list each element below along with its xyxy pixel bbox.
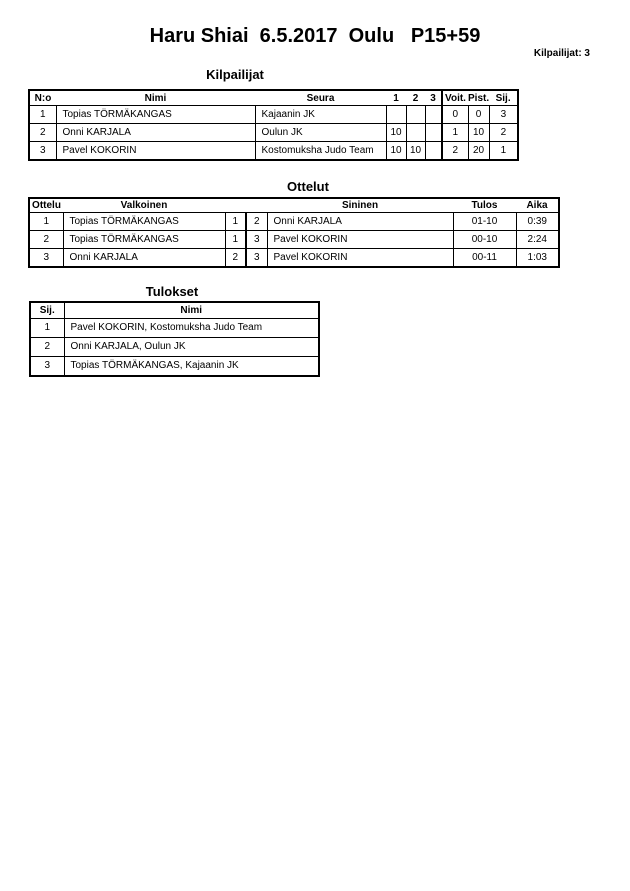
round2-score <box>406 124 425 142</box>
section-heading-competitors: Kilpailijat <box>206 67 264 82</box>
wins-value: 1 <box>442 124 468 142</box>
round1-score: 10 <box>386 124 406 142</box>
col-header-round3: 3 <box>425 90 442 106</box>
round2-score <box>406 106 425 124</box>
round2-score: 10 <box>406 142 425 161</box>
col-header-club: Seura <box>255 90 386 106</box>
col-header-blue-no <box>246 198 267 213</box>
white-player-number: 1 <box>225 231 246 249</box>
col-header-name: Nimi <box>56 90 255 106</box>
white-player-number: 1 <box>225 213 246 231</box>
matches-header-row <box>29 198 559 213</box>
col-header-time: Aika <box>516 198 559 213</box>
table-row <box>29 124 518 142</box>
blue-player-name: Pavel KOKORIN <box>267 249 453 268</box>
result-place: 2 <box>30 338 64 357</box>
round1-score <box>386 106 406 124</box>
table-row <box>29 213 559 231</box>
white-player-number: 2 <box>225 249 246 268</box>
blue-player-number: 3 <box>246 249 267 268</box>
table-row <box>29 106 518 124</box>
wins-value: 0 <box>442 106 468 124</box>
table-row <box>30 319 319 338</box>
competitor-club: Oulun JK <box>255 124 386 142</box>
col-header-round2: 2 <box>406 90 425 106</box>
col-header-points: Pist. <box>468 90 489 106</box>
col-header-place: Sij. <box>30 302 64 319</box>
competitor-club: Kostomuksha Judo Team <box>255 142 386 161</box>
blue-player-name: Pavel KOKORIN <box>267 231 453 249</box>
col-header-name: Nimi <box>64 302 319 319</box>
col-header-place: Sij. <box>489 90 518 106</box>
col-header-white-no <box>225 198 246 213</box>
col-header-wins: Voit. <box>442 90 468 106</box>
page-title: Haru Shiai 6.5.2017 Oulu P15+59 <box>149 25 481 47</box>
result-place: 3 <box>30 357 64 377</box>
white-player-name: Topias TÖRMÄKANGAS <box>63 213 225 231</box>
competitors-header-row <box>29 90 518 106</box>
match-result: 00-10 <box>453 231 516 249</box>
col-header-no: N:o <box>29 90 56 106</box>
result-name: Topias TÖRMÄKANGAS, Kajaanin JK <box>64 357 319 377</box>
competitors-count: Kilpailijat: 3 <box>533 48 590 59</box>
section-heading-results: Tulokset <box>145 284 199 299</box>
section-heading-matches: Ottelut <box>287 179 329 194</box>
match-number: 1 <box>29 213 63 231</box>
white-player-name: Onni KARJALA <box>63 249 225 268</box>
col-header-round1: 1 <box>386 90 406 106</box>
results-table <box>29 301 320 377</box>
points-value: 0 <box>468 106 489 124</box>
round3-score <box>425 124 442 142</box>
competitor-club: Kajaanin JK <box>255 106 386 124</box>
points-value: 20 <box>468 142 489 161</box>
result-name: Onni KARJALA, Oulun JK <box>64 338 319 357</box>
table-row <box>30 338 319 357</box>
place-value: 1 <box>489 142 518 161</box>
round1-score: 10 <box>386 142 406 161</box>
match-result: 00-11 <box>453 249 516 268</box>
points-value: 10 <box>468 124 489 142</box>
matches-table <box>28 197 560 268</box>
competitor-name: Topias TÖRMÄKANGAS <box>56 106 255 124</box>
competitors-table <box>28 89 519 161</box>
col-header-match-no: Ottelu <box>29 198 63 213</box>
match-number: 3 <box>29 249 63 268</box>
col-header-result: Tulos <box>453 198 516 213</box>
table-row <box>29 249 559 268</box>
competitor-number: 3 <box>29 142 56 161</box>
match-time: 2:24 <box>516 231 559 249</box>
match-number: 2 <box>29 231 63 249</box>
place-value: 3 <box>489 106 518 124</box>
wins-value: 2 <box>442 142 468 161</box>
table-row <box>29 231 559 249</box>
white-player-name: Topias TÖRMÄKANGAS <box>63 231 225 249</box>
competitor-number: 2 <box>29 124 56 142</box>
blue-player-number: 2 <box>246 213 267 231</box>
col-header-white: Valkoinen <box>63 198 225 213</box>
match-result: 01-10 <box>453 213 516 231</box>
results-header-row <box>30 302 319 319</box>
round3-score <box>425 106 442 124</box>
blue-player-number: 3 <box>246 231 267 249</box>
round3-score <box>425 142 442 161</box>
match-time: 0:39 <box>516 213 559 231</box>
match-time: 1:03 <box>516 249 559 268</box>
result-place: 1 <box>30 319 64 338</box>
competitor-name: Onni KARJALA <box>56 124 255 142</box>
place-value: 2 <box>489 124 518 142</box>
competitor-number: 1 <box>29 106 56 124</box>
table-row <box>29 142 518 161</box>
blue-player-name: Onni KARJALA <box>267 213 453 231</box>
result-name: Pavel KOKORIN, Kostomuksha Judo Team <box>64 319 319 338</box>
table-row <box>30 357 319 377</box>
col-header-blue: Sininen <box>267 198 453 213</box>
competitor-name: Pavel KOKORIN <box>56 142 255 161</box>
